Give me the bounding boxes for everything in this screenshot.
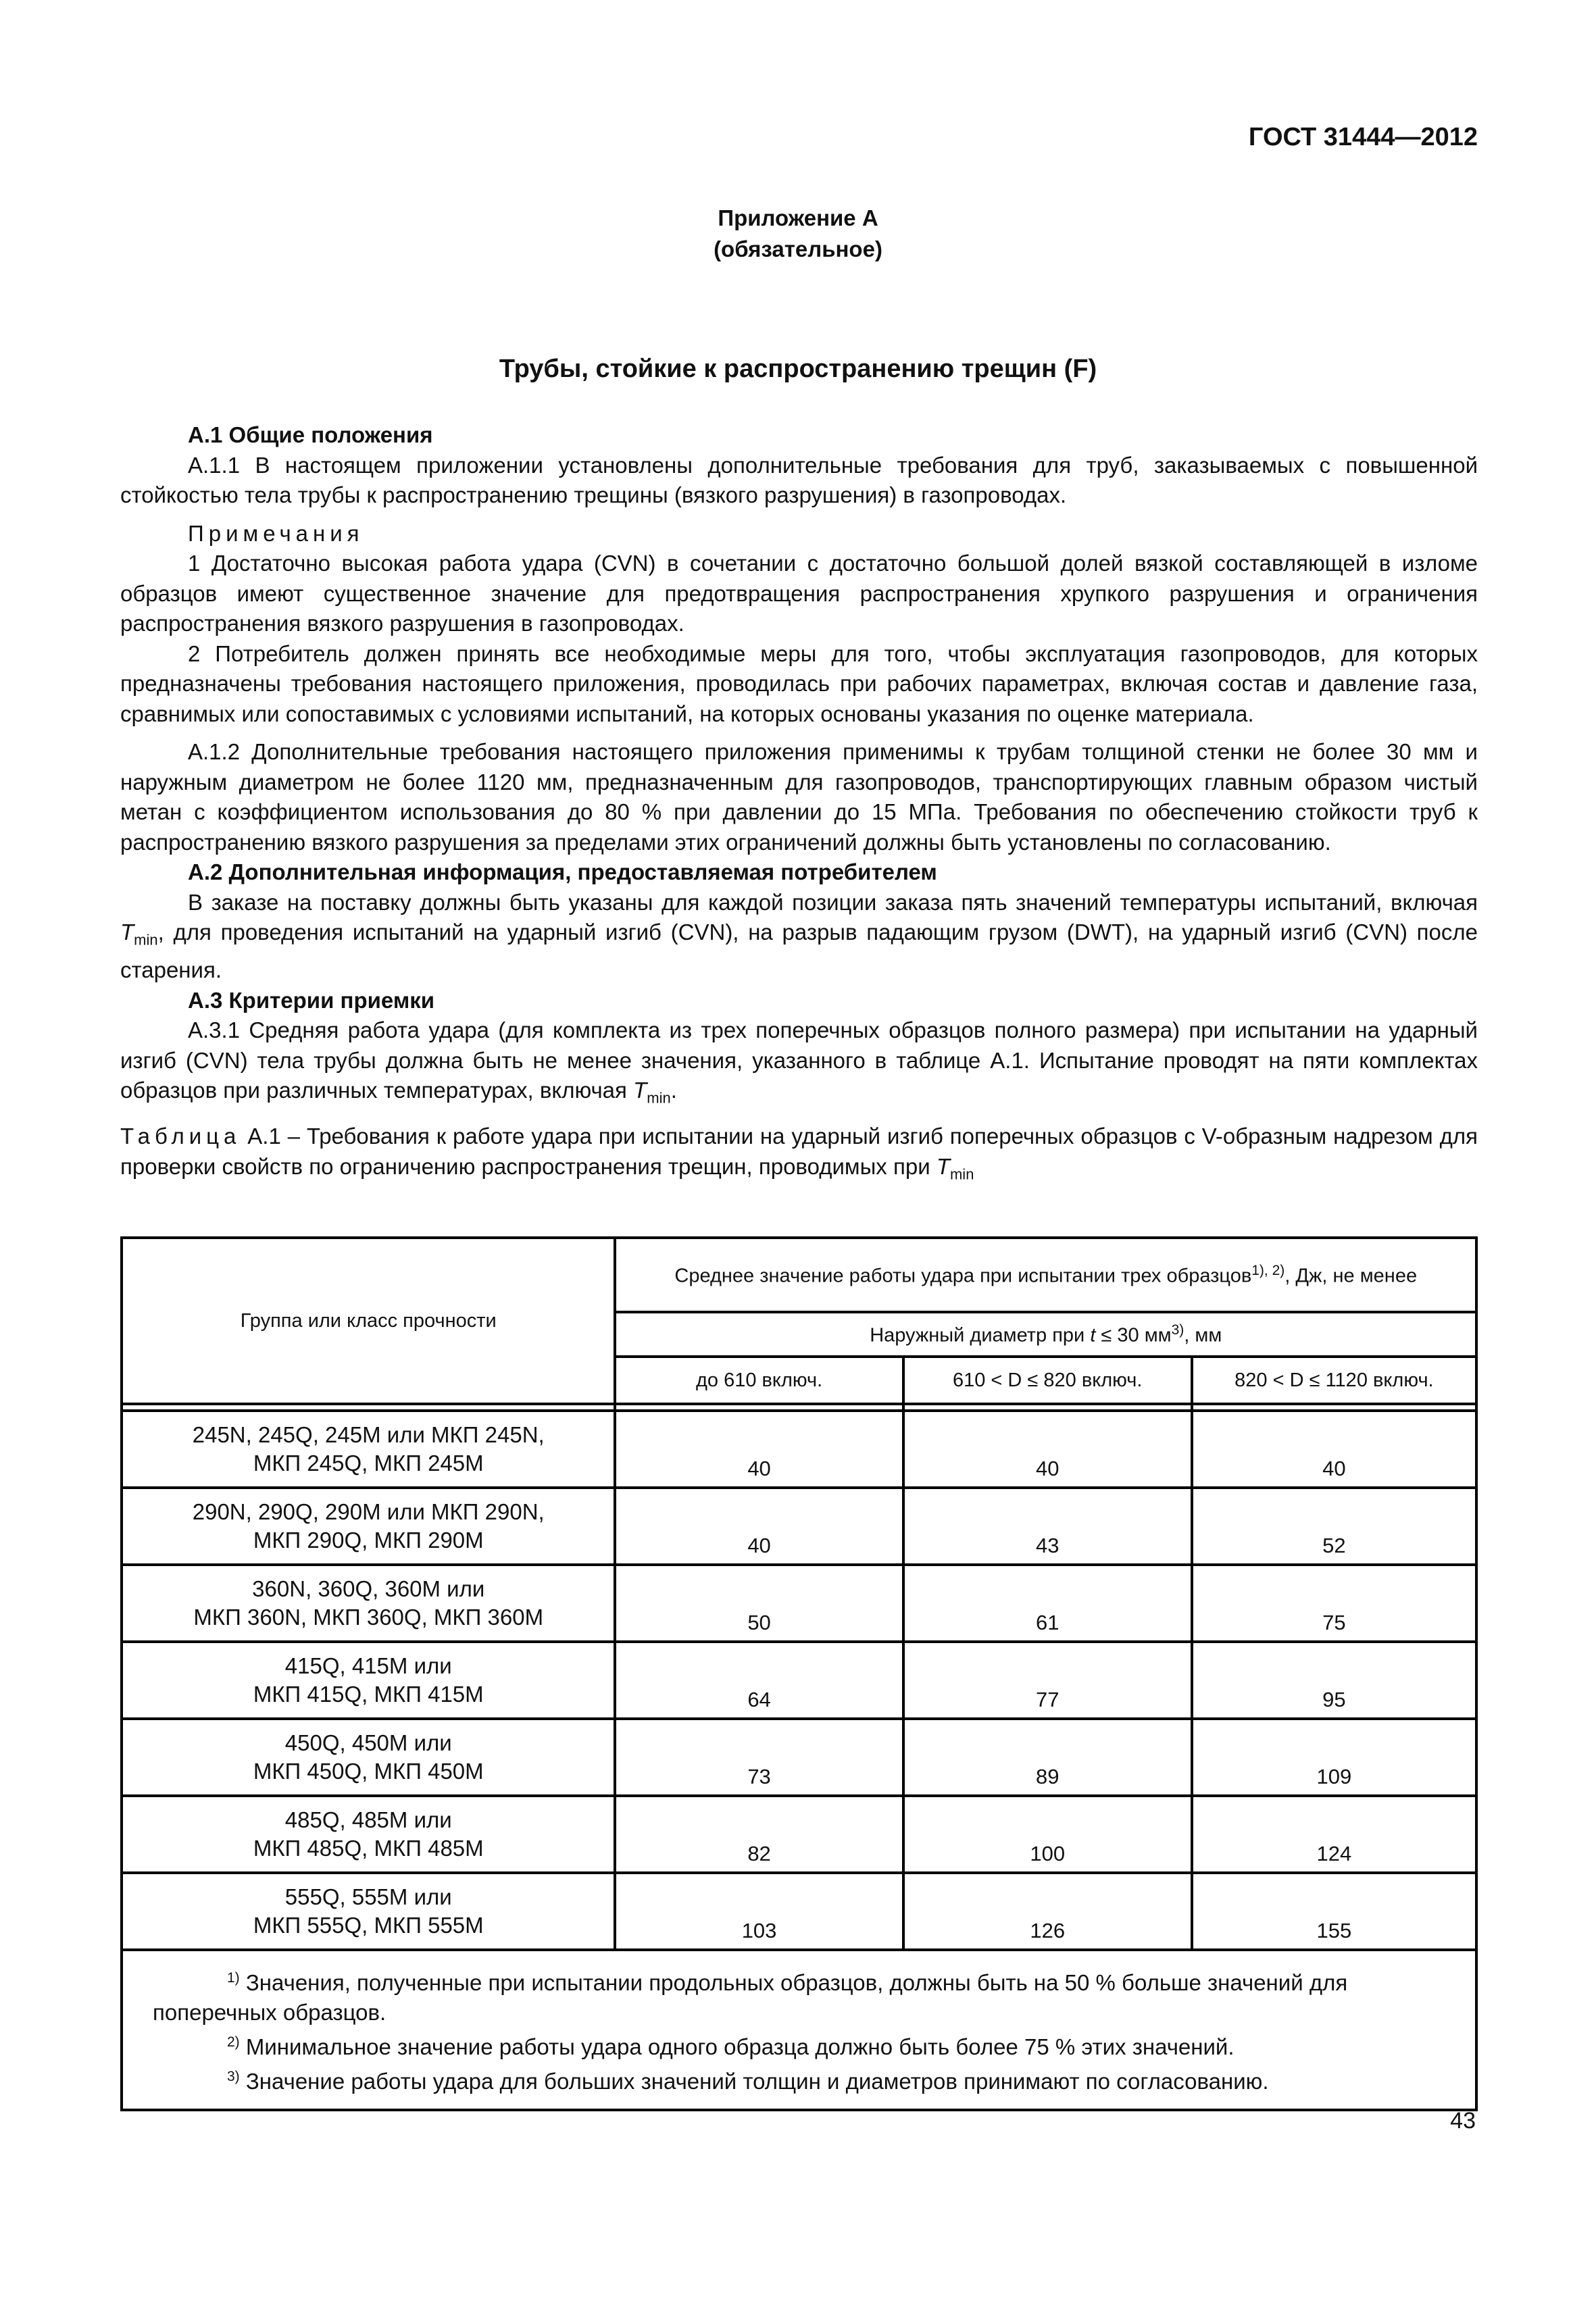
group-line: МКП 245Q, МКП 245M (253, 1451, 484, 1476)
group-line: 415Q, 415M или (284, 1653, 452, 1678)
table-row (122, 1719, 1476, 1796)
value-cell: 43 (903, 1488, 1192, 1565)
value-cell: 124 (1192, 1796, 1476, 1873)
paragraph-a1-1: А.1.1 В настоящем приложении установлены дополнительные требования для труб, заказываемых с повышенной стойкостью тела трубы к распространению трещины (вязкого разрушения) в газопроводах. (120, 452, 1478, 507)
text: А.3.1 Средняя работа удара (для комплекта из трех поперечных образцов полного размера) при испытании на ударный изгиб (CVN) тела трубы должна быть не менее значения, указанного в таблице А.1. Испытание проводят на пяти комплектах образцов при различных температурах, включая (120, 1017, 1478, 1103)
header-group: Группа или класс прочности (122, 1238, 615, 1404)
text: В заказе на поставку должны быть указаны для каждой позиции заказа пять значений температуры испытаний, включая (188, 889, 1478, 915)
header-energy (615, 1238, 1476, 1312)
subheader-1: 610 < D ≤ 820 включ. (903, 1357, 1192, 1404)
footnote-text: Значение работы удара для больших значений толщин и диаметров принимают по согласованию. (239, 2069, 1269, 2094)
group-cell (122, 1873, 615, 1950)
group-line: 245N, 245Q, 245M или МКП 245N, (192, 1422, 545, 1447)
tmin-symbol: T (633, 1078, 647, 1103)
appendix-heading (0, 203, 1596, 265)
table-row (122, 1565, 1476, 1642)
footnote-text: Минимальное значение работы удара одного образца должно быть более 75 % этих значений. (239, 2034, 1235, 2059)
header-diameter (615, 1312, 1476, 1357)
text: , для проведения испытаний на ударный изгиб (CVN), на разрыв падающим грузом (DWT), на ударный изгиб (CVN) после старения. (120, 920, 1478, 983)
group-line: МКП 485Q, МКП 485M (253, 1836, 484, 1861)
group-cell (122, 1642, 615, 1719)
group-line: 360N, 360Q, 360M или (252, 1576, 485, 1601)
value-cell: 77 (903, 1642, 1192, 1719)
appendix-title: Трубы, стойкие к распространению трещин (F) (499, 355, 1097, 383)
footnote (153, 2028, 1462, 2062)
subheader-0: до 610 включ. (615, 1357, 903, 1404)
group-cell (122, 1796, 615, 1873)
footnote (153, 2062, 1462, 2096)
table-row (122, 1411, 1476, 1488)
group-line: МКП 450Q, МКП 450M (253, 1759, 484, 1784)
paragraph-a2 (120, 888, 1478, 986)
footnote-mark: 1) (227, 1970, 240, 1986)
group-line: 450Q, 450M или (284, 1730, 452, 1755)
value-cell: 40 (1192, 1411, 1476, 1488)
group-line: МКП 555Q, МКП 555M (253, 1913, 484, 1938)
value-cell: 103 (615, 1873, 903, 1950)
group-line: 555Q, 555M или (284, 1884, 452, 1909)
sup: 3) (1171, 1322, 1184, 1338)
value-cell: 155 (1192, 1873, 1476, 1950)
t-symbol: t (1090, 1324, 1096, 1347)
value-cell: 40 (615, 1411, 903, 1488)
document-id: ГОСТ 31444—2012 (1248, 123, 1478, 151)
page-number: 43 (1450, 2108, 1476, 2134)
section-a2-heading: А.2 Дополнительная информация, предоставляемая потребителем (188, 859, 937, 884)
section-a3-heading: А.3 Критерии приемки (188, 987, 435, 1013)
paragraph-a1-2: А.1.2 Дополнительные требования настоящего приложения применимы к трубам толщиной стенки не более 30 мм и наружным диаметром не более 1120 мм, предназначенным для газопроводов, транспортирующих главным образом чистый метан с коэффициентом использования до 80 % при давлении до 15 МПа. Требования по обеспечению стойкости труб к распространению вязкого разрушения за пределами этих ограничений должны быть установлены по согласованию. (120, 739, 1478, 855)
note-2: 2 Потребитель должен принять все необходимые меры для того, чтобы эксплуатация газопроводов, для которых предназначены требования настоящего приложения, проводилась при рабочих параметрах, включая состав и давление газа, сравнимых или сопоставимых с условиями испытаний, на которых основаны указания по оценке материала. (120, 640, 1478, 726)
text: , Дж, не менее (1285, 1265, 1418, 1287)
footnote-mark: 3) (227, 2069, 240, 2084)
group-cell (122, 1411, 615, 1488)
group-cell (122, 1488, 615, 1565)
table-row (122, 1873, 1476, 1950)
value-cell: 50 (615, 1565, 903, 1642)
value-cell: 89 (903, 1719, 1192, 1796)
footnote-mark: 2) (227, 2034, 240, 2050)
caption-label: Таблица (120, 1124, 241, 1149)
value-cell: 73 (615, 1719, 903, 1796)
paragraph-a3-1 (120, 1015, 1478, 1113)
notes-label: Примечания (188, 520, 364, 546)
value-cell: 109 (1192, 1719, 1476, 1796)
sup: 1), 2) (1251, 1262, 1285, 1278)
footnotes (122, 1950, 1476, 2110)
value-cell: 95 (1192, 1642, 1476, 1719)
table-row (122, 1642, 1476, 1719)
text: Среднее значение работы удара при испытании трех образцов (674, 1265, 1252, 1287)
note-1: 1 Достаточно высокая работа удара (CVN) в сочетании с достаточно большой долей вязкой составляющей в изломе образцов имеют существенное значение для предотвращения распространения хрупкого разрушения и ограничения распространения вязкого разрушения в газопроводах. (120, 551, 1478, 636)
text: Наружный диаметр при (870, 1324, 1091, 1347)
group-line: 485Q, 485M или (284, 1807, 452, 1832)
value-cell: 64 (615, 1642, 903, 1719)
subheader-2: 820 < D ≤ 1120 включ. (1192, 1357, 1476, 1404)
value-cell: 40 (903, 1411, 1192, 1488)
footnote (153, 1963, 1462, 2028)
group-line: МКП 360N, МКП 360Q, МКП 360M (193, 1605, 544, 1630)
value-cell: 61 (903, 1565, 1192, 1642)
table-caption (120, 1122, 1478, 1190)
footnote-text: Значения, полученные при испытании продольных образцов, должны быть на 50 % больше значений для поперечных образцов. (153, 1970, 1348, 2025)
appendix-label: Приложение А (718, 205, 878, 230)
section-a1-heading: А.1 Общие положения (188, 422, 433, 447)
group-cell (122, 1719, 615, 1796)
value-cell: 52 (1192, 1488, 1476, 1565)
table-row (122, 1796, 1476, 1873)
tmin-sub: min (134, 931, 158, 949)
appendix-status: (обязательное) (714, 236, 882, 261)
value-cell: 126 (903, 1873, 1192, 1950)
value-cell: 82 (615, 1796, 903, 1873)
value-cell: 40 (615, 1488, 903, 1565)
text: ≤ 30 мм (1095, 1324, 1172, 1347)
value-cell: 75 (1192, 1565, 1476, 1642)
caption-text: А.1 – Требования к работе удара при испытании на ударный изгиб поперечных образцов с V-образным надрезом для проверки свойств по ограничению распространения трещин, проводимых при (120, 1124, 1478, 1179)
text: . (670, 1078, 677, 1103)
tmin-sub: min (949, 1165, 974, 1183)
text: , мм (1184, 1324, 1222, 1347)
tmin-symbol: T (120, 920, 134, 945)
group-line: 290N, 290Q, 290M или МКП 290N, (192, 1499, 545, 1524)
group-cell (122, 1565, 615, 1642)
body-text (120, 420, 1478, 1190)
table-row (122, 1488, 1476, 1565)
tmin-symbol: T (936, 1153, 950, 1179)
group-line: МКП 290Q, МКП 290M (253, 1528, 484, 1553)
value-cell: 100 (903, 1796, 1192, 1873)
group-line: МКП 415Q, МКП 415M (253, 1682, 484, 1707)
impact-energy-table (120, 1236, 1478, 2111)
tmin-sub: min (647, 1089, 671, 1107)
